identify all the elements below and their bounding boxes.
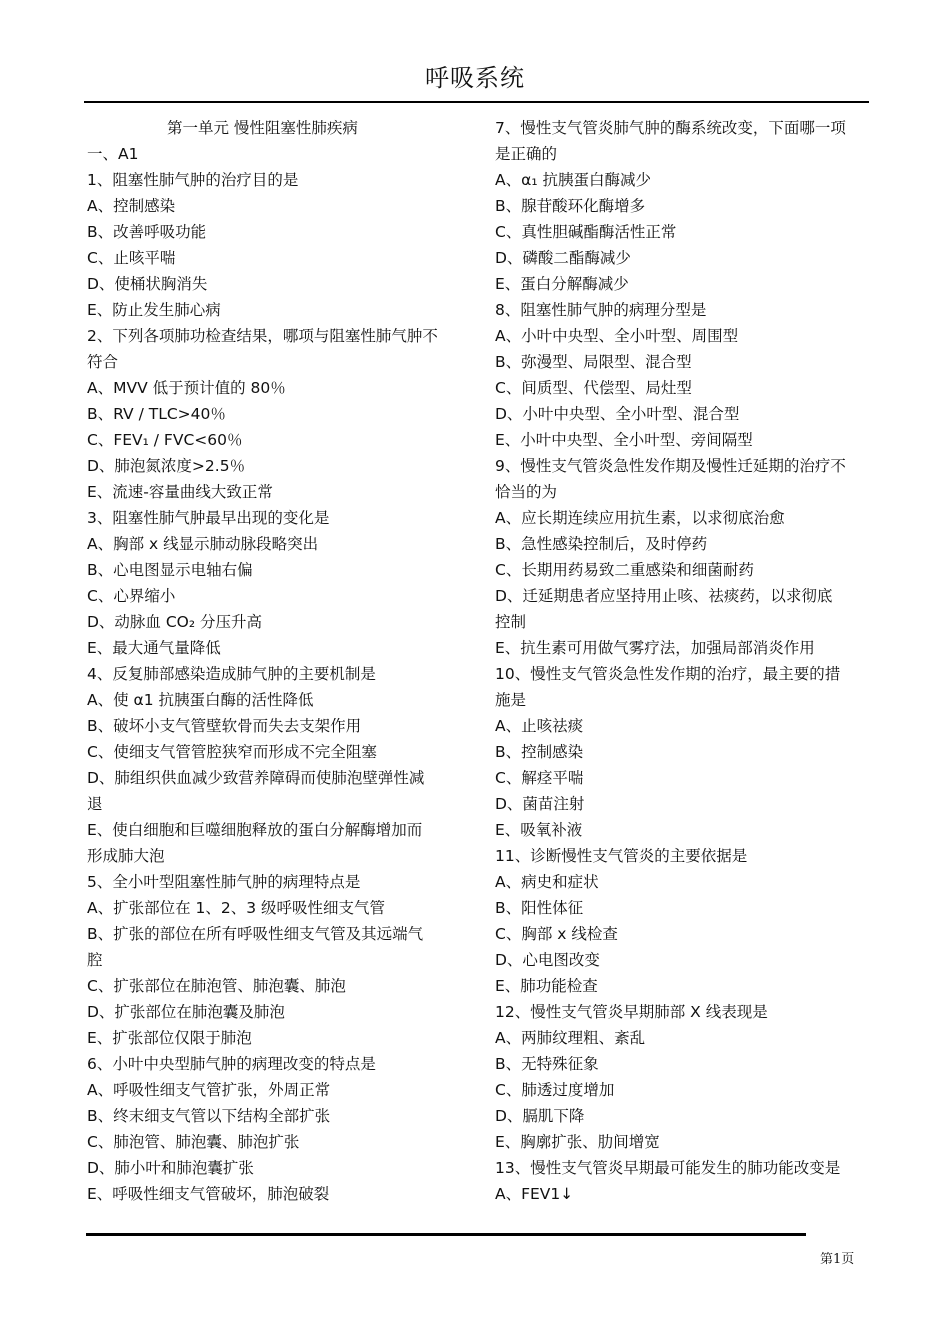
text-line: E、抗生素可用做气雾疗法，加强局部消炎作用	[495, 639, 815, 657]
text-line: A、病史和症状	[495, 873, 599, 891]
text-line: A、控制感染	[87, 197, 176, 215]
text-line: D、肺小叶和肺泡囊扩张	[87, 1159, 254, 1177]
text-line: C、止咳平喘	[87, 249, 176, 267]
text-line: A、FEV1↓	[495, 1185, 574, 1203]
text-line: D、肺组织供血减少致营养障碍而使肺泡壁弹性减	[87, 769, 425, 787]
text-line: 11、诊断慢性支气管炎的主要依据是	[495, 847, 748, 865]
text-line: 形成肺大泡	[87, 847, 165, 865]
text-line: E、蛋白分解酶减少	[495, 275, 629, 293]
text-line: B、改善呼吸功能	[87, 223, 207, 241]
text-line: C、间质型、代偿型、局灶型	[495, 379, 692, 397]
text-line: D、心电图改变	[495, 951, 600, 969]
text-line: B、终末细支气管以下结构全部扩张	[87, 1107, 331, 1125]
text-line: B、扩张的部位在所有呼吸性细支气管及其远端气	[87, 925, 424, 943]
text-line: D、膈肌下降	[495, 1107, 585, 1125]
text-line: 退	[87, 795, 103, 813]
text-line: 恰当的为	[495, 483, 558, 501]
text-line: B、破坏小支气管壁软骨而失去支架作用	[87, 717, 362, 735]
text-line: B、阳性体征	[495, 899, 584, 917]
text-line: D、小叶中央型、全小叶型、混合型	[495, 405, 740, 423]
text-line: 5、全小叶型阻塞性肺气肿的病理特点是	[87, 873, 361, 891]
text-line: E、流速-容量曲线大致正常	[87, 483, 273, 501]
text-line: C、肺泡管、肺泡囊、肺泡扩张	[87, 1133, 300, 1151]
text-line: C、真性胆碱酯酶活性正常	[495, 223, 677, 241]
text-line: B、控制感染	[495, 743, 584, 761]
text-line: 4、反复肺部感染造成肺气肿的主要机制是	[87, 665, 376, 683]
text-line: 符合	[87, 353, 119, 371]
text-line: E、吸氧补液	[495, 821, 583, 839]
text-line: C、胸部 x 线检查	[495, 925, 618, 943]
text-line: 控制	[495, 613, 527, 631]
unit-title: 第一单元 慢性阻塞性肺疾病	[167, 119, 358, 137]
text-line: D、肺泡氮浓度>2.5％	[87, 457, 246, 475]
text-line: D、动脉血 CO₂ 分压升高	[87, 613, 263, 631]
footer-rule	[86, 1233, 806, 1236]
text-line: B、无特殊征象	[495, 1055, 599, 1073]
text-line: D、磷酸二酯酶减少	[495, 249, 631, 267]
text-line: B、腺苷酸环化酶增多	[495, 197, 646, 215]
text-line: 3、阻塞性肺气肿最早出现的变化是	[87, 509, 330, 527]
text-line: B、RV / TLC>40％	[87, 405, 226, 423]
text-line: A、小叶中央型、全小叶型、周围型	[495, 327, 739, 345]
text-line: 7、慢性支气管炎肺气肿的酶系统改变，下面哪一项	[495, 119, 846, 137]
header-rule	[84, 101, 869, 103]
text-line: B、急性感染控制后，及时停药	[495, 535, 708, 553]
text-line: E、呼吸性细支气管破坏，肺泡破裂	[87, 1185, 330, 1203]
section-heading: 一、A1	[87, 145, 139, 163]
text-line: E、扩张部位仅限于肺泡	[87, 1029, 252, 1047]
right-column	[495, 115, 873, 1207]
text-line: 6、小叶中央型肺气肿的病理改变的特点是	[87, 1055, 376, 1073]
text-line: D、扩张部位在肺泡囊及肺泡	[87, 1003, 285, 1021]
text-line: D、菌苗注射	[495, 795, 585, 813]
text-line: D、迁延期患者应坚持用止咳、祛痰药，以求彻底	[495, 587, 833, 605]
text-line: 12、慢性支气管炎早期肺部 X 线表现是	[495, 1003, 768, 1021]
text-line: D、使桶状胸消失	[87, 275, 208, 293]
text-line: C、肺透过度增加	[495, 1081, 615, 1099]
text-line: 9、慢性支气管炎急性发作期及慢性迁延期的治疗不	[495, 457, 846, 475]
text-line: C、FEV₁ / FVC<60％	[87, 431, 243, 449]
text-line: E、使白细胞和巨噬细胞释放的蛋白分解酶增加而	[87, 821, 423, 839]
text-line: A、α₁ 抗胰蛋白酶减少	[495, 171, 651, 189]
text-line: 1、阻塞性肺气肿的治疗目的是	[87, 171, 299, 189]
text-line: 施是	[495, 691, 527, 709]
text-line: 8、阻塞性肺气肿的病理分型是	[495, 301, 707, 319]
text-line: C、长期用药易致二重感染和细菌耐药	[495, 561, 754, 579]
text-line: C、扩张部位在肺泡管、肺泡囊、肺泡	[87, 977, 346, 995]
text-line: 13、慢性支气管炎早期最可能发生的肺功能改变是	[495, 1159, 841, 1177]
text-line: E、胸廓扩张、肋间增宽	[495, 1133, 660, 1151]
text-line: 腔	[87, 951, 103, 969]
text-line: A、应长期连续应用抗生素，以求彻底治愈	[495, 509, 785, 527]
text-line: A、呼吸性细支气管扩张，外周正常	[87, 1081, 331, 1099]
text-line: C、解痉平喘	[495, 769, 584, 787]
text-line: E、小叶中央型、全小叶型、旁间隔型	[495, 431, 753, 449]
text-line: 2、下列各项肺功检查结果，哪项与阻塞性肺气肿不	[87, 327, 438, 345]
text-line: E、防止发生肺心病	[87, 301, 221, 319]
text-line: 10、慢性支气管炎急性发作期的治疗，最主要的措	[495, 665, 841, 683]
text-line: 是正确的	[495, 145, 558, 163]
text-line: A、使 α1 抗胰蛋白酶的活性降低	[87, 691, 314, 709]
page-number: 第1页	[820, 1252, 855, 1267]
text-line: E、肺功能检查	[495, 977, 598, 995]
text-line: E、最大通气量降低	[87, 639, 221, 657]
text-line: A、止咳祛痰	[495, 717, 584, 735]
text-line: C、心界缩小	[87, 587, 176, 605]
text-line: B、心电图显示电轴右偏	[87, 561, 253, 579]
text-line: A、胸部 x 线显示肺动脉段略突出	[87, 535, 319, 553]
text-line: C、使细支气管管腔狭窄而形成不完全阻塞	[87, 743, 377, 761]
text-line: A、MVV 低于预计值的 80％	[87, 379, 286, 397]
text-line: A、扩张部位在 1、2、3 级呼吸性细支气管	[87, 899, 386, 917]
page-title: 呼吸系统	[425, 64, 525, 92]
left-column	[87, 115, 467, 1207]
text-line: B、弥漫型、局限型、混合型	[495, 353, 692, 371]
text-line: A、两肺纹理粗、紊乱	[495, 1029, 646, 1047]
